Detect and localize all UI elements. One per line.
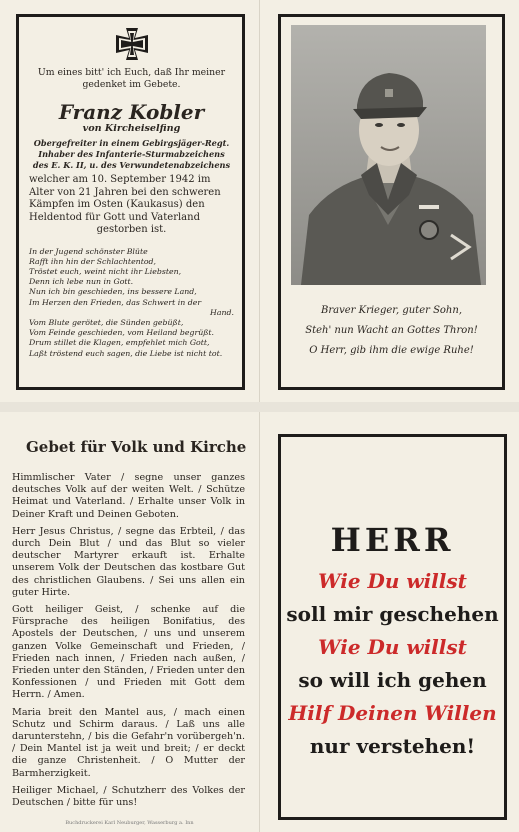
printer-imprint: Buchdruckerei Karl Neuburger, Wasserburg a. Inn: [65, 820, 194, 826]
poem: [29, 247, 234, 359]
verse-line: so will ich gehen: [298, 668, 487, 692]
iron-cross-icon: [115, 27, 149, 61]
rank-line: Inhaber des Infanterie-Sturmabzeichens: [38, 149, 225, 159]
prayer-panel: [0, 412, 259, 832]
rank-line: Obergefreiter in einem Gebirgsjäger-Regt.: [33, 138, 230, 148]
obituary-text-panel: [0, 0, 259, 402]
poem-line: In der Jugend schönster Blüte: [29, 246, 148, 256]
soldier-portrait-image: [291, 25, 486, 285]
verse: [281, 515, 504, 763]
prayer-paragraph: Heiliger Michael, / Schutzherr des Volkes der Deutschen / bitte für uns!: [12, 784, 245, 809]
portrait-panel: [260, 0, 519, 402]
poem-line: Laßt tröstend euch sagen, die Liebe ist nicht tot.: [29, 348, 223, 358]
prayer-paragraph: Himmlischer Vater / segne unser ganzes deutsches Volk auf der weiten Welt. / Schütze Heimat und Vaterland. / Erhalte unser Volk in Deiner Kraft und Deinen Geboten.: [12, 472, 245, 520]
soldier-portrait-photo: [291, 25, 486, 285]
caption-line: Braver Krieger, guter Sohn,: [320, 305, 462, 316]
poem-line: Tröstet euch, weint nicht ihr Liebsten,: [29, 266, 182, 276]
poem-line: Im Herzen den Frieden, das Schwert in der: [29, 297, 202, 307]
prayer-paragraph: Gott heiliger Geist, / schenke auf die Fürsprache des heiligen Bonifatius, des Apostels der Deutschen, / uns und unserem ganzen Volke Gemeinschaft und Frieden, / Frieden nach innen, / Frieden nach außen, / Frieden unter den Ständen, / Frieden unter den Konfessionen / und Frieden mit Gott dem Herrn. / Amen.: [12, 604, 245, 701]
prayer-paragraph: Herr Jesus Christus, / segne das Erbteil, / das durch Dein Blut / und das Blut so vieler deutscher Martyrer erkauft ist. Erhalte unserem Volk der Deutschen das kostbare Gut des christlichen Glaubens. / Sei uns allen ein guter Hirte.: [12, 525, 245, 598]
poem-line: Vom Blute gerötet, die Sünden gebüßt,: [29, 317, 184, 327]
poem-line: Nun ich bin geschieden, ins bessere Land,: [29, 287, 197, 297]
verse-line: Wie Du willst: [318, 569, 467, 593]
prayer-text: [12, 472, 245, 814]
portrait-caption: [285, 301, 498, 361]
verse-line: soll mir geschehen: [286, 602, 499, 626]
prayer-title: Gebet für Volk und Kirche: [26, 438, 247, 456]
body-line: Heldentod für Gott und Vaterland: [29, 211, 200, 223]
poem-line: Denn ich lebe nun in Gott.: [29, 277, 134, 287]
verse-line: Wie Du willst: [318, 635, 467, 659]
deceased-name: Franz Kobler: [58, 100, 205, 124]
black-border: [16, 14, 245, 390]
rank-line: des E. K. II, u. des Verwundetenabzeichens: [32, 160, 231, 170]
poem-line: Hand.: [210, 307, 234, 317]
verse-panel: [260, 412, 519, 832]
body-line: Alter von 21 Jahren bei den schweren: [29, 186, 221, 198]
prayer-paragraph: Maria breit den Mantel aus, / mach einen Schutz und Schirm daraus. / Laß uns alle darunterstehn, / bis die Gefahr'n vorübergeh'n. / Dein Mantel ist ja weit und breit; / er deckt die ganze Christenheit. / O Mutter der Barmherzigkeit.: [12, 706, 245, 779]
body-line: welcher am 10. September 1942 im: [29, 174, 211, 185]
intro-line: gedenket im Gebete.: [82, 79, 181, 90]
card-gap: [0, 402, 519, 412]
caption-line: O Herr, gib ihm die ewige Ruhe!: [309, 345, 474, 356]
verse-line: nur verstehen!: [309, 734, 476, 758]
intro-line: Um eines bitt' ich Euch, daß Ihr meiner: [37, 67, 226, 78]
black-border: [278, 434, 507, 820]
body-line: gestorben ist.: [96, 224, 167, 235]
origin: von Kircheiselfing: [82, 123, 181, 134]
poem-line: Rafft ihn hin der Schlachtentod,: [29, 256, 157, 266]
black-border: [278, 14, 505, 390]
caption-line: Steh' nun Wacht an Gottes Thron!: [305, 325, 478, 336]
body-line: Kämpfen im Osten (Kaukasus) den: [29, 199, 205, 210]
poem-line: Vom Feinde geschieden, vom Heiland begrüßt.: [29, 328, 215, 338]
verse-heading: HERR: [330, 521, 455, 559]
verse-line: Hilf Deinen Willen: [288, 701, 497, 725]
poem-line: Drum stillet die Klagen, empfehlet mich Gott,: [29, 338, 210, 348]
